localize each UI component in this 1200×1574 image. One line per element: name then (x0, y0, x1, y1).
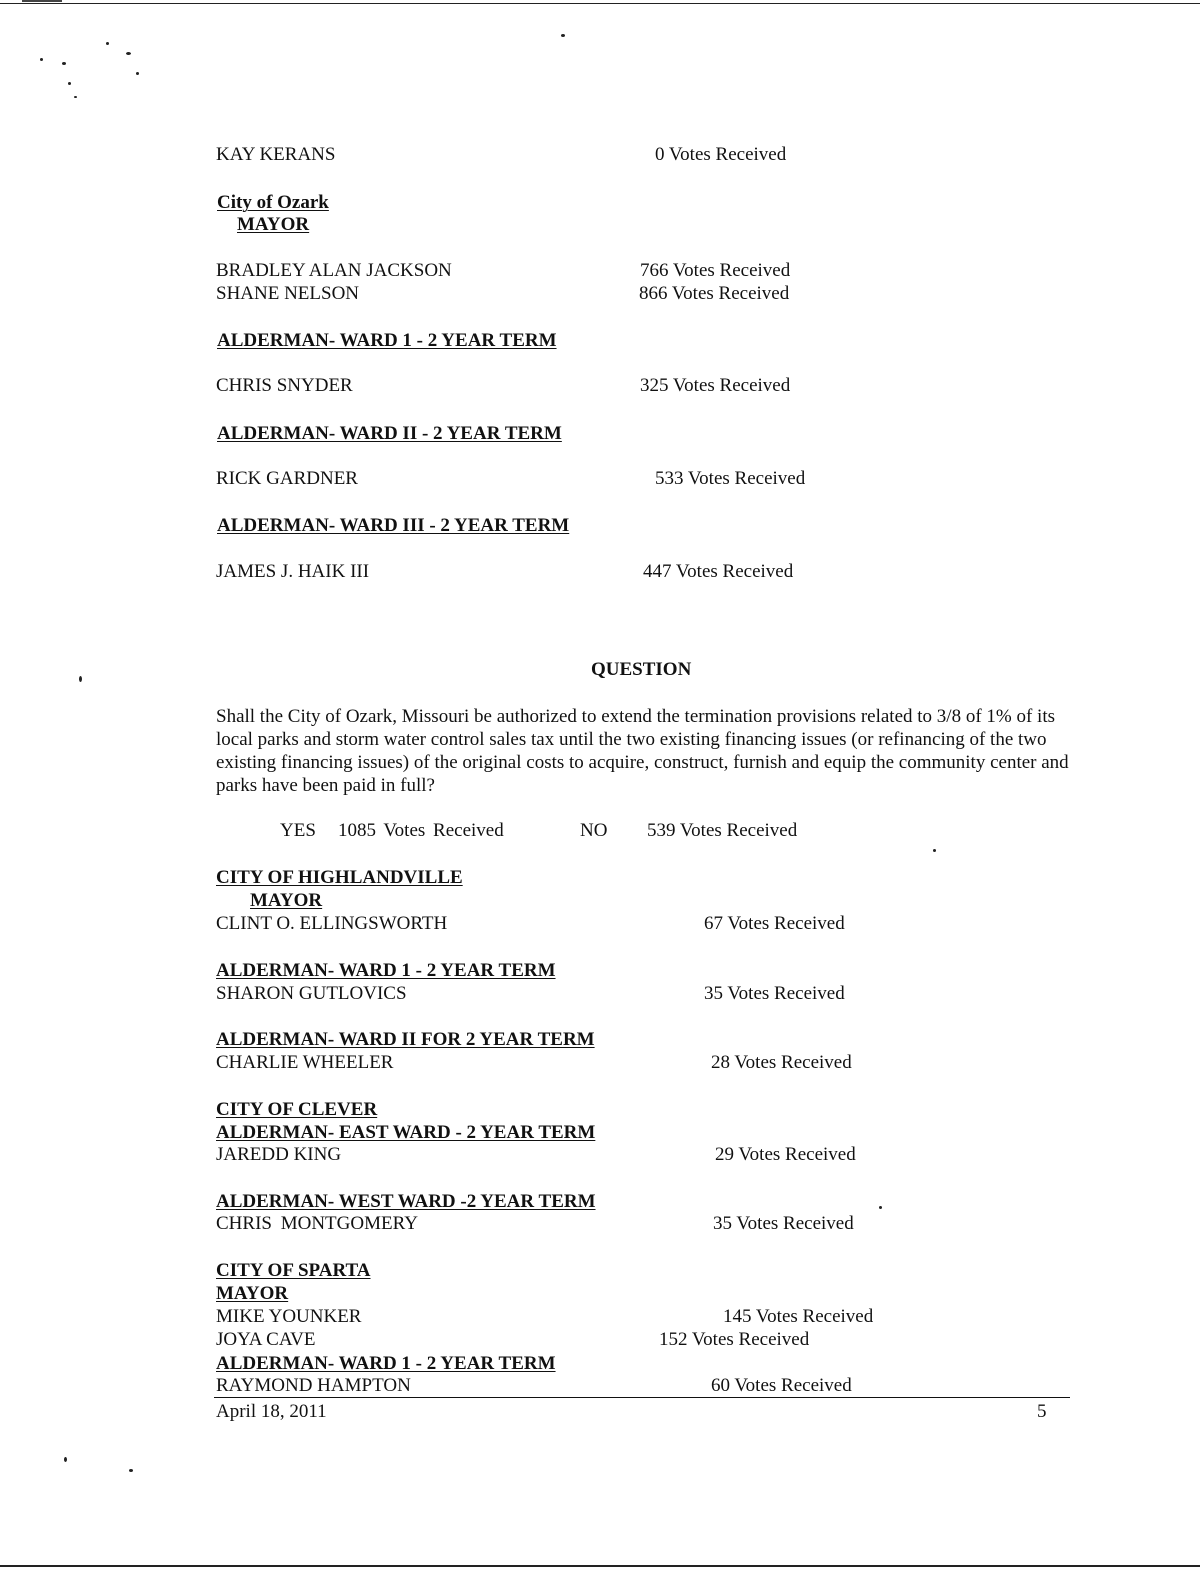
candidate-name: SHARON GUTLOVICS (216, 983, 407, 1004)
question-title: QUESTION (591, 659, 692, 680)
scan-speck (879, 1206, 882, 1209)
candidate-name: MIKE YOUNKER (216, 1306, 362, 1327)
candidate-name: JAREDD KING (216, 1144, 342, 1165)
section-heading-ward-1: ALDERMAN- WARD 1 - 2 YEAR TERM (217, 330, 557, 351)
scan-speck (933, 849, 936, 852)
section-heading-city-of-ozark: City of Ozark (217, 192, 329, 213)
scan-top-mark (22, 0, 62, 2)
scan-speck (64, 1457, 67, 1462)
vote-count: 325 Votes Received (640, 375, 791, 396)
vote-count: 28 Votes Received (711, 1052, 852, 1073)
section-heading-ward-2: ALDERMAN- WARD II FOR 2 YEAR TERM (216, 1029, 595, 1050)
vote-count: 866 Votes Received (639, 283, 790, 304)
candidate-name: JAMES J. HAIK III (216, 561, 370, 582)
section-heading-sparta: CITY OF SPARTA (216, 1260, 371, 1281)
section-heading-east-ward: ALDERMAN- EAST WARD - 2 YEAR TERM (216, 1122, 596, 1143)
scan-speck (62, 62, 66, 65)
scan-speck (79, 676, 82, 682)
scan-speck (561, 34, 565, 37)
scan-bottom-border (0, 1565, 1200, 1567)
candidate-name: CHRIS SNYDER (216, 375, 353, 396)
vote-count: 447 Votes Received (643, 561, 794, 582)
section-heading-mayor: MAYOR (250, 890, 323, 911)
section-heading-ward-1: ALDERMAN- WARD 1 - 2 YEAR TERM (216, 960, 556, 981)
page-number: 5 (1037, 1401, 1047, 1422)
section-heading-mayor: MAYOR (216, 1283, 289, 1304)
scan-speck (74, 96, 77, 98)
no-votes: 539 Votes Received (647, 820, 798, 841)
candidate-name: CLINT O. ELLINGSWORTH (216, 913, 448, 934)
candidate-name: BRADLEY ALAN JACKSON (216, 260, 452, 281)
no-label: NO (580, 820, 608, 841)
candidate-name: KAY KERANS (216, 144, 336, 165)
scan-speck (40, 58, 43, 61)
candidate-name: CHRIS MONTGOMERY (216, 1213, 418, 1234)
section-heading-west-ward: ALDERMAN- WEST WARD -2 YEAR TERM (216, 1191, 596, 1212)
candidate-name: RICK GARDNER (216, 468, 358, 489)
section-heading-ward-2: ALDERMAN- WARD II - 2 YEAR TERM (217, 423, 562, 444)
vote-count: 29 Votes Received (715, 1144, 856, 1165)
candidate-name: JOYA CAVE (216, 1329, 316, 1350)
vote-count: 145 Votes Received (723, 1306, 874, 1327)
scan-speck (129, 1469, 133, 1472)
scan-top-border (0, 3, 1200, 4)
candidate-name: CHARLIE WHEELER (216, 1052, 394, 1073)
question-text: Shall the City of Ozark, Missouri be authorized to extend the termination provisions related to 3/8 of 1% of its local parks and storm water control sales tax until the two existing financing issues (or refinancing of the two existing financing issues) of the original costs to acquire, construct, furnish and equip the community center and parks have been paid in full? (216, 706, 1069, 796)
footer-date: April 18, 2011 (216, 1401, 327, 1422)
scan-speck (106, 42, 109, 45)
candidate-name: SHANE NELSON (216, 283, 360, 304)
vote-count: 35 Votes Received (713, 1213, 854, 1234)
yes-label: YES (280, 820, 316, 841)
section-heading-clever: CITY OF CLEVER (216, 1099, 378, 1120)
section-heading-ward-3: ALDERMAN- WARD III - 2 YEAR TERM (217, 515, 570, 536)
footer-rule (214, 1397, 1070, 1398)
vote-count: 0 Votes Received (655, 144, 787, 165)
vote-count: 533 Votes Received (655, 468, 806, 489)
scan-speck (126, 52, 131, 55)
section-heading-ward-1: ALDERMAN- WARD 1 - 2 YEAR TERM (216, 1353, 556, 1374)
section-heading-mayor: MAYOR (237, 214, 310, 235)
scan-speck (68, 82, 71, 85)
vote-count: 60 Votes Received (711, 1375, 852, 1396)
vote-count: 67 Votes Received (704, 913, 845, 934)
vote-count: 152 Votes Received (659, 1329, 810, 1350)
scan-speck (136, 72, 139, 75)
section-heading-highlandville: CITY OF HIGHLANDVILLE (216, 867, 463, 888)
vote-count: 35 Votes Received (704, 983, 845, 1004)
vote-count: 766 Votes Received (640, 260, 791, 281)
yes-votes: 1085 Votes Received (338, 820, 504, 841)
candidate-name: RAYMOND HAMPTON (216, 1375, 411, 1396)
